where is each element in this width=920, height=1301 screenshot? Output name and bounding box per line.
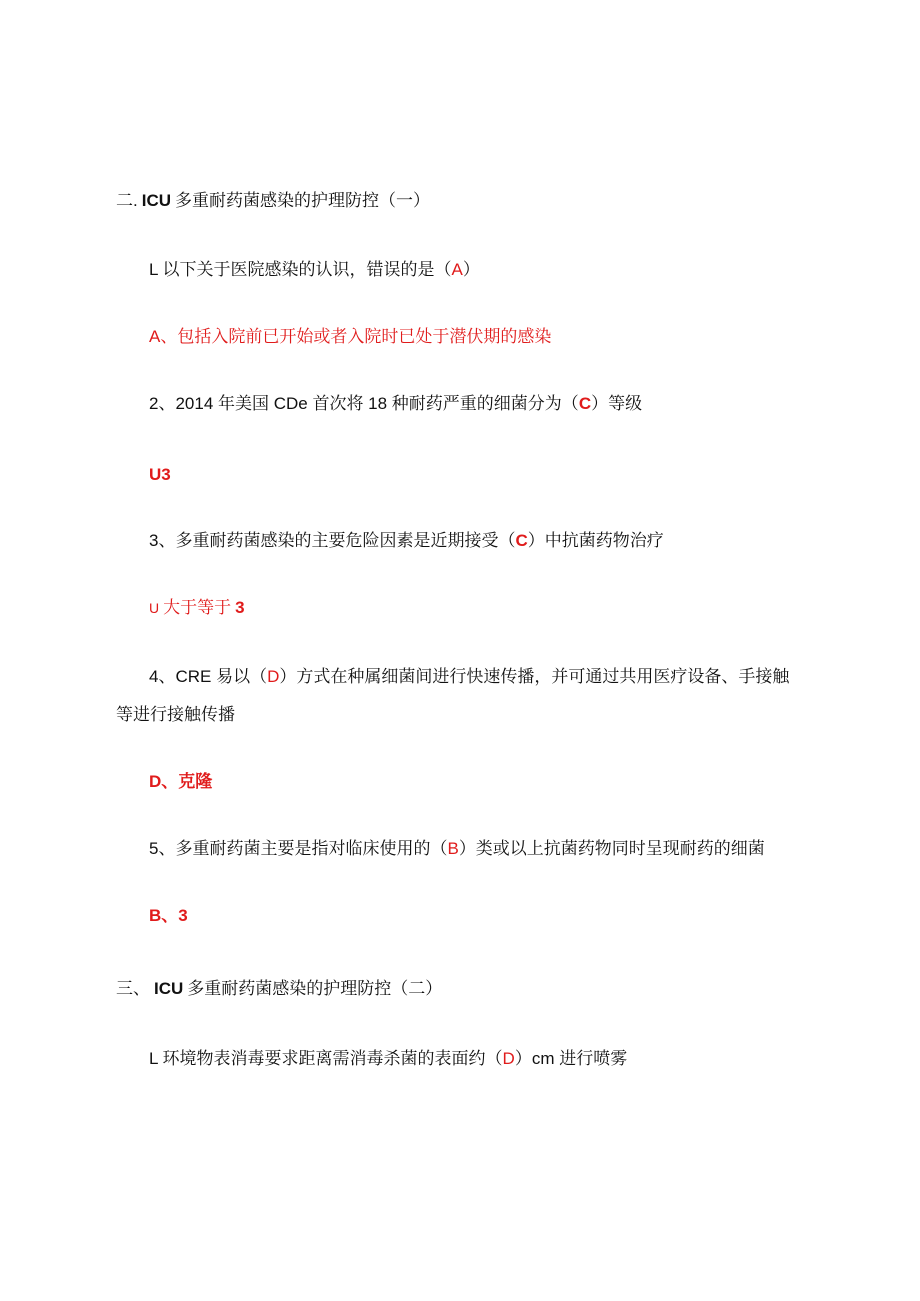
answer-2: U3 [149, 465, 171, 484]
question-answer: B [447, 839, 459, 858]
answer-text: 大于等于 [163, 598, 232, 617]
question-close: ） [462, 260, 480, 279]
question-text: 5、多重耐药菌主要是指对临床使用的（ [149, 839, 448, 858]
section-prefix: 二. [116, 191, 138, 210]
section-heading-3 [116, 977, 442, 1001]
question-5 [149, 837, 765, 861]
section-title: 多重耐药菌感染的护理防控（二） [187, 979, 443, 998]
question-answer: D [502, 1049, 515, 1068]
section-bold: ICU [141, 191, 172, 210]
question-6 [149, 1047, 627, 1071]
question-text: L 以下关于医院感染的认识，错误的是（ [149, 260, 452, 279]
answer-5: B、3 [149, 906, 188, 925]
question-2 [149, 392, 642, 416]
question-text: 2、2014 年美国 CDe 首次将 18 种耐药严重的细菌分为（ [149, 394, 579, 413]
answer-num: 3 [235, 598, 245, 617]
question-answer: C [578, 394, 592, 413]
question-3 [149, 529, 664, 553]
section-bold: ICU [154, 979, 184, 998]
question-close: ）类或以上抗菌药物同时呈现耐药的细菌 [458, 839, 765, 858]
question-text: 3、多重耐药菌感染的主要危险因素是近期接受（ [149, 531, 516, 550]
question-close: ）等级 [591, 394, 643, 413]
answer-3 [149, 596, 245, 620]
question-text: 4、CRE 易以（ [149, 667, 268, 686]
question-answer: A [451, 260, 463, 279]
answer-4: D、克隆 [149, 772, 213, 791]
answer-prefix: U [149, 600, 160, 616]
question-4 [149, 665, 789, 689]
section-prefix: 三、 [116, 979, 150, 998]
question-text: L 环境物表消毒要求距离需消毒杀菌的表面约（ [149, 1049, 503, 1068]
question-close: ）cm 进行喷雾 [514, 1049, 628, 1068]
question-4-continuation: 等进行接触传播 [116, 705, 235, 724]
answer-1: A、包括入院前已开始或者入院时已处于潜伏期的感染 [149, 327, 552, 346]
question-answer: D [267, 667, 280, 686]
question-close: ）中抗菌药物治疗 [527, 531, 664, 550]
section-heading-2 [116, 189, 430, 213]
section-title: 多重耐药菌感染的护理防控（一） [175, 191, 431, 210]
question-1 [149, 258, 480, 282]
question-answer: C [515, 531, 528, 550]
question-rest: ）方式在种属细菌间进行快速传播，并可通过共用医疗设备、手接触 [279, 667, 790, 686]
